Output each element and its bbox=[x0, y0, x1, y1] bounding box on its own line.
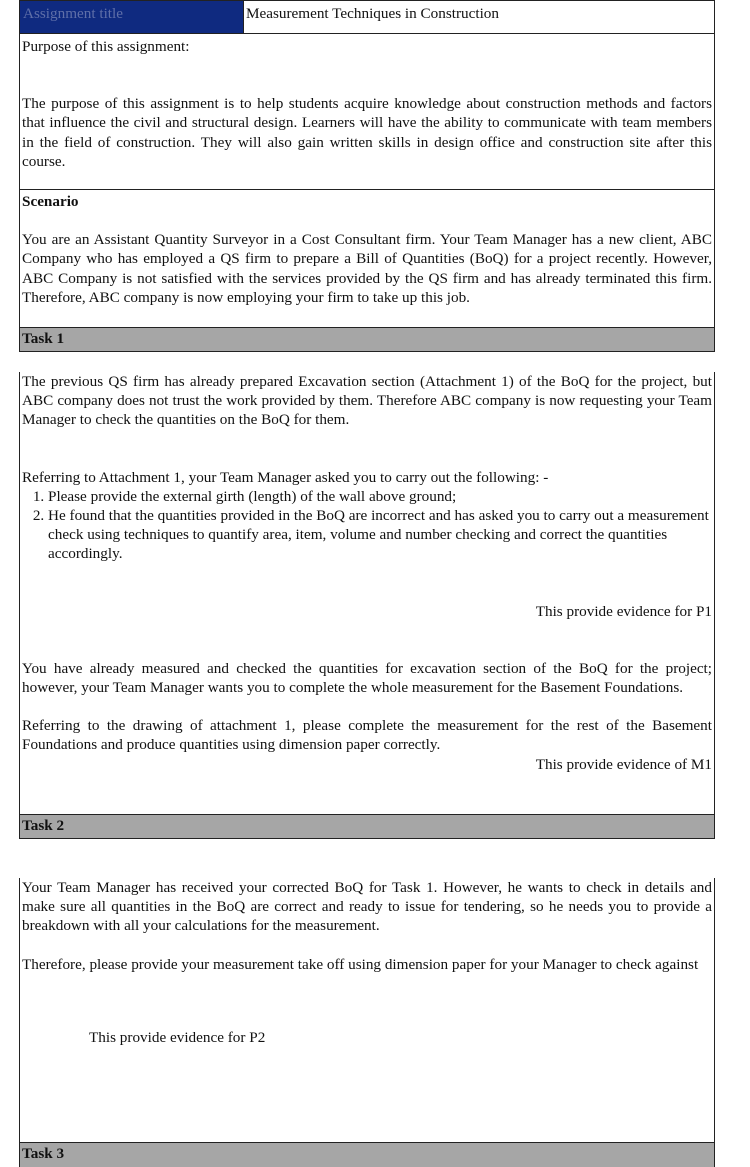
scenario-body: You are an Assistant Quantity Surveyor in a Cost Consultant firm. Your Team Manager has a new client, ABC Company who has employed a QS firm to prepare a Bill of Quantities (BoQ) for a project recently. However, ABC Company is not satisfied with the services provided by the QS firm and has already terminated this firm. Therefore, ABC company is now employing your firm to take up this job. bbox=[22, 231, 712, 306]
evidence-p1: This provide evidence for P1 bbox=[535, 602, 712, 620]
task2-section bbox=[19, 878, 715, 1143]
task1-item-1: 1. Please provide the external girth (length) of the wall above ground; bbox=[48, 487, 714, 506]
scenario-section bbox=[19, 190, 715, 328]
task2-para2: Therefore, please provide your measurement take off using dimension paper for your Manager to check against bbox=[22, 955, 699, 973]
task1-heading: Task 1 bbox=[19, 328, 715, 352]
assignment-title: Measurement Techniques in Construction bbox=[246, 5, 499, 22]
task1-para3: Referring to the drawing of attachment 1, please complete the measurement for the rest of the Basement Foundations and produce quantities using dimension paper correctly. bbox=[22, 717, 712, 754]
task1-item-2: 2. He found that the quantities provided in the BoQ are incorrect and has asked you to carry out a measurement check using techniques to quantify area, item, volume and number checking and correct the quantities accordingly. bbox=[48, 506, 714, 564]
evidence-m1: This provide evidence of M1 bbox=[535, 755, 712, 773]
purpose-body: The purpose of this assignment is to help students acquire knowledge about construction methods and factors that influence the civil and structural design. Learners will have the ability to communicate with team members in the field of construction. They will also gain written skills in design office and construction site after this course. bbox=[22, 95, 712, 170]
task1-para2: You have already measured and checked the quantities for excavation section of the BoQ for the project; however, your Team Manager wants you to complete the whole measurement for the Basement Foundations. bbox=[22, 659, 712, 697]
scenario-heading: Scenario bbox=[22, 193, 79, 210]
task1-lead: Referring to Attachment 1, your Team Manager asked you to carry out the following: - bbox=[22, 468, 549, 486]
task1-intro: The previous QS firm has already prepared Excavation section (Attachment 1) of the BoQ for the project, but ABC company does not trust the work provided by them. Therefore ABC company is now requesting your Team Manager to check the quantities on the BoQ for them. bbox=[22, 373, 712, 429]
title-label: Assignment title bbox=[20, 1, 244, 33]
task1-list bbox=[20, 487, 714, 564]
task3-heading: Task 3 bbox=[19, 1143, 715, 1167]
task2-heading: Task 2 bbox=[19, 815, 715, 839]
purpose-heading: Purpose of this assignment: bbox=[22, 38, 190, 55]
assignment-brief bbox=[19, 0, 715, 1167]
title-row bbox=[19, 0, 715, 34]
task1-section bbox=[19, 372, 715, 815]
task2-para1: Your Team Manager has received your corrected BoQ for Task 1. However, he wants to check in details and make sure all quantities in the BoQ are correct and ready to issue for tendering, so he needs you to provide a breakdown with all your calculations for the measurement. bbox=[22, 879, 712, 935]
purpose-section bbox=[19, 34, 715, 190]
evidence-p2: This provide evidence for P2 bbox=[89, 1028, 266, 1046]
